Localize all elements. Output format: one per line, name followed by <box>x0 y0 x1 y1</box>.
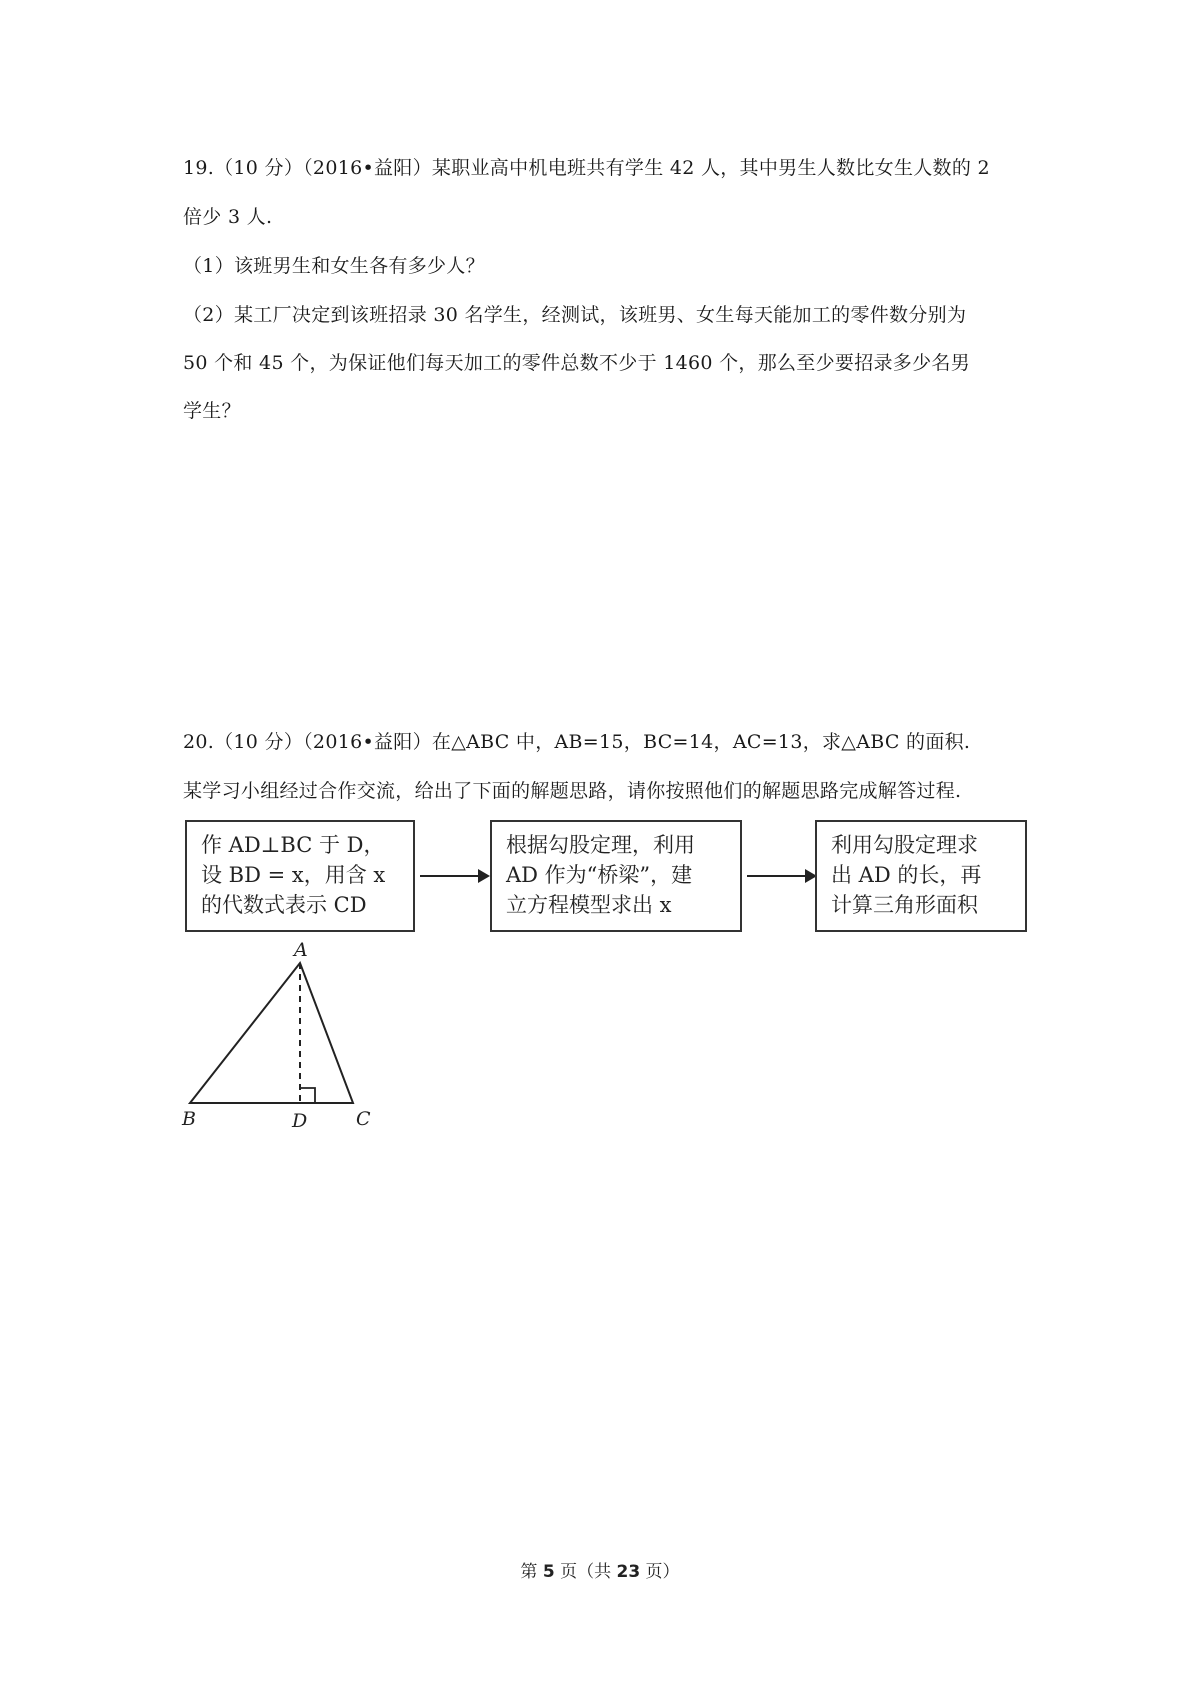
q19-line-1: 19.（10 分）（2016•益阳）某职业高中机电班共有学生 42 人，其中男生人数比女生人数的 2 <box>183 157 990 179</box>
right-angle-mark <box>300 1088 315 1103</box>
label-d: D <box>292 1110 308 1132</box>
footer-middle: 页（共 <box>554 1562 617 1582</box>
q19-line-2: 倍少 3 人. <box>183 206 273 228</box>
flow-step-3-box <box>815 820 1027 932</box>
q19-part-1: （1）该班男生和女生各有多少人？ <box>183 255 485 277</box>
flow-step-3-line-2: 出 AD 的长，再 <box>831 863 982 887</box>
footer-total-pages: 23 <box>616 1562 641 1582</box>
flow-step-2-line-1: 根据勾股定理，利用 <box>506 833 695 857</box>
flow-arrow-2 <box>747 875 815 877</box>
q19-part-2-line-1: （2）某工厂决定到该班招录 30 名学生，经测试，该班男、女生每天能加工的零件数分别为 <box>183 304 967 326</box>
flow-step-2-box <box>490 820 742 932</box>
q19-part-2-line-3: 学生？ <box>183 400 241 422</box>
q20-line-1: 20.（10 分）（2016•益阳）在△ABC 中，AB=15，BC=14，AC=13，求△ABC 的面积. <box>183 731 971 753</box>
flow-step-1-box <box>185 820 415 932</box>
page-footer <box>0 1560 1200 1584</box>
label-b: B <box>182 1108 196 1130</box>
footer-suffix: 页） <box>640 1562 680 1582</box>
footer-prefix: 第 <box>520 1562 543 1582</box>
triangle-abc <box>190 963 353 1103</box>
label-c: C <box>356 1108 371 1130</box>
q19-part-2-line-2: 50 个和 45 个，为保证他们每天加工的零件总数不少于 1460 个，那么至少要招录多少名男 <box>183 352 971 374</box>
q20-line-2: 某学习小组经过合作交流，给出了下面的解题思路，请你按照他们的解题思路完成解答过程. <box>183 780 962 802</box>
flow-step-3-line-1: 利用勾股定理求 <box>831 833 978 857</box>
flow-step-1-line-1: 作 AD⊥BC 于 D， <box>201 833 385 857</box>
label-a: A <box>294 939 308 961</box>
flow-step-1-line-2: 设 BD = x，用含 x <box>201 863 386 887</box>
flow-step-1-line-3: 的代数式表示 CD <box>201 893 367 917</box>
flow-step-2-line-2: AD 作为“桥梁”，建 <box>506 863 693 887</box>
triangle-figure <box>170 935 390 1135</box>
footer-page-number: 5 <box>542 1562 555 1582</box>
flow-step-3-line-3: 计算三角形面积 <box>831 893 978 917</box>
flow-step-2-line-3: 立方程模型求出 x <box>506 893 672 917</box>
flow-arrow-1 <box>420 875 488 877</box>
